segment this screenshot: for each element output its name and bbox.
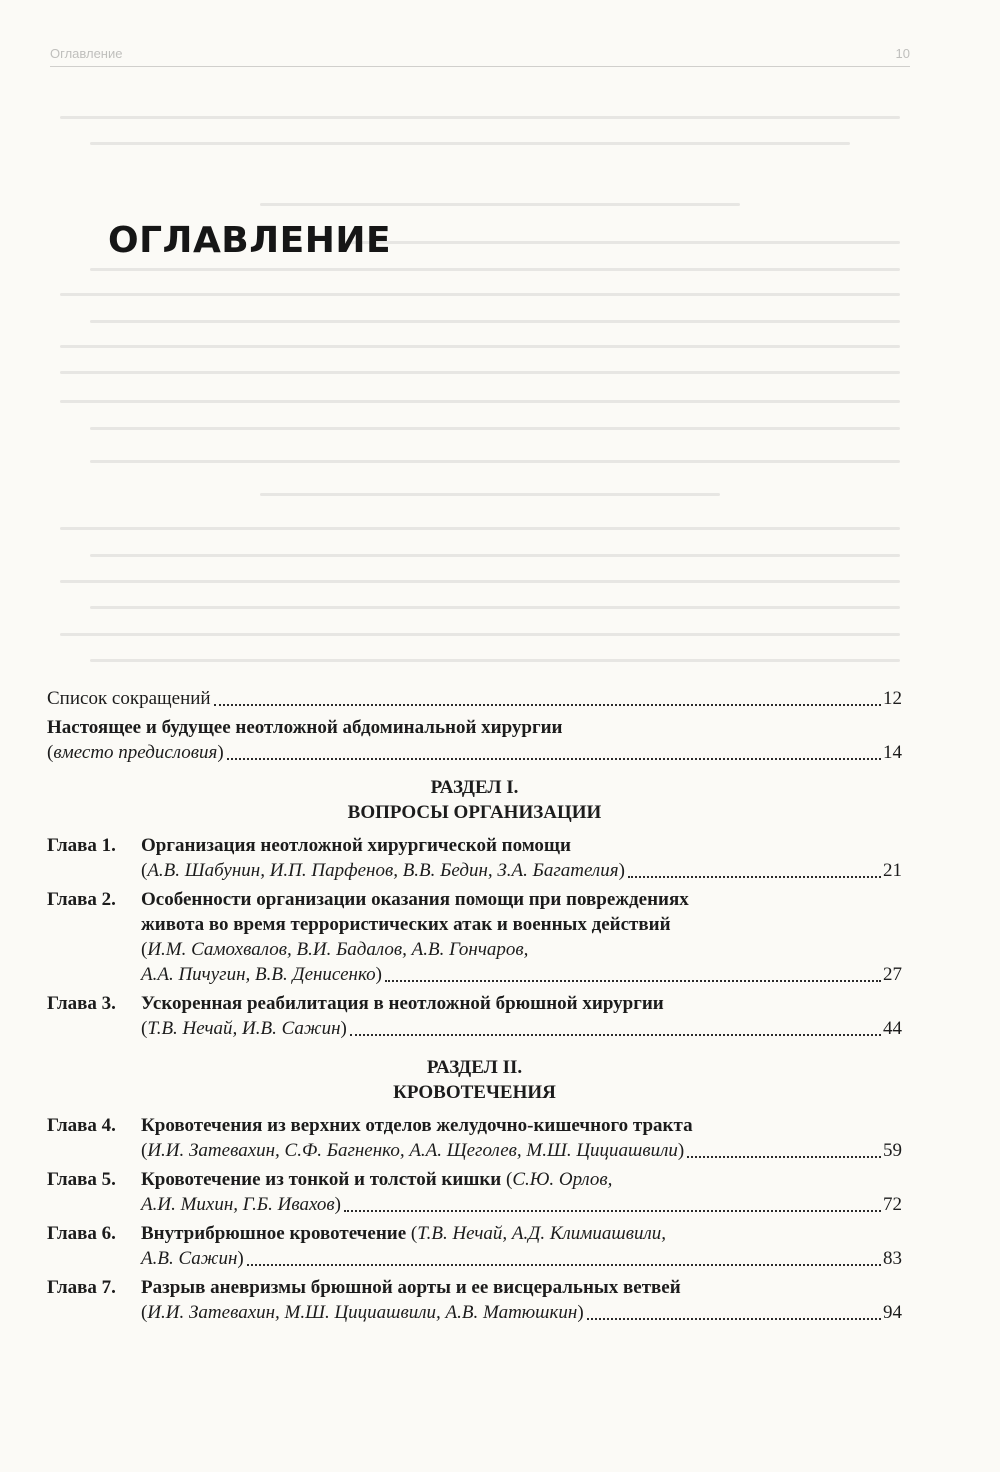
- chapter-label: Глава 2.: [47, 889, 116, 910]
- chapter-authors: А.В. Шабунин, И.П. Парфенов, В.В. Бедин, З.А. Багателия: [147, 860, 619, 881]
- toc-chapter-1[interactable]: Глава 1. Организация неотложной хирургической помощи (А.В. Шабунин, И.П. Парфенов, В.В. Бедин, З.А. Багателия) 21: [47, 835, 902, 881]
- toc-page-number: 72: [883, 1194, 902, 1215]
- page-title: ОГЛАВЛЕНИЕ: [108, 220, 392, 261]
- chapter-title: Кровотечения из верхних отделов желудочно-кишечного тракта: [141, 1115, 693, 1136]
- toc-chapter-3[interactable]: Глава 3. Ускоренная реабилитация в неотложной брюшной хирургии (Т.В. Нечай, И.В. Сажин) 44: [47, 993, 902, 1039]
- dot-leader: [587, 1318, 881, 1320]
- chapter-label: Глава 7.: [47, 1277, 116, 1298]
- chapter-authors-line-2: А.И. Михин, Г.Б. Ивахов: [141, 1194, 335, 1215]
- toc-chapter-6[interactable]: Глава 6. Внутрибрюшное кровотечение (Т.В. Нечай, А.Д. Климиашвили, А.В. Сажин) 83: [47, 1223, 902, 1269]
- section-label: РАЗДЕЛ I.: [430, 777, 519, 798]
- running-head-page: 10: [895, 46, 910, 61]
- toc-entry-abbreviations[interactable]: [47, 686, 902, 711]
- chapter-label: Глава 1.: [47, 835, 116, 856]
- chapter-authors-line-2: А.В. Сажин: [141, 1248, 238, 1269]
- chapter-title: Разрыв аневризмы брюшной аорты и ее висцеральных ветвей: [141, 1277, 681, 1298]
- running-head: [50, 46, 910, 61]
- chapter-title: Кровотечение из тонкой и толстой кишки: [141, 1169, 502, 1190]
- chapter-label: Глава 4.: [47, 1115, 116, 1136]
- dot-leader: [628, 876, 881, 878]
- section-label: РАЗДЕЛ II.: [426, 1057, 523, 1078]
- toc-entry-preface[interactable]: Настоящее и будущее неотложной абдоминальной хирургии (вместо предисловия) 14: [47, 717, 902, 763]
- toc-entry-subtitle: вместо предисловия: [53, 742, 218, 763]
- running-head-title: Оглавление: [50, 46, 123, 61]
- toc-page-number: 94: [883, 1302, 902, 1323]
- toc-page-number: 83: [883, 1248, 902, 1269]
- dot-leader: [227, 758, 881, 760]
- chapter-authors-line-2: А.А. Пичугин, В.В. Денисенко: [141, 964, 376, 985]
- toc-chapter-2[interactable]: Глава 2. Особенности организации оказания помощи при повреждениях живота во время террористических атак и военных действий (И.М. Самохвалов, В.И. Бадалов, А.В. Гончаров, А.А. Пичугин, В.В. Денисенко) 27: [47, 889, 902, 985]
- toc-page-number: 21: [883, 860, 902, 881]
- chapter-authors-line-1: Т.В. Нечай, А.Д. Климиашвили,: [417, 1223, 667, 1244]
- section-title: ВОПРОСЫ ОРГАНИЗАЦИИ: [347, 802, 602, 823]
- table-of-contents: [47, 686, 902, 1325]
- chapter-label: Глава 5.: [47, 1169, 116, 1190]
- chapter-title: Внутрибрюшное кровотечение: [141, 1223, 407, 1244]
- dot-leader: [344, 1210, 881, 1212]
- toc-chapter-7[interactable]: Глава 7. Разрыв аневризмы брюшной аорты и ее висцеральных ветвей (И.И. Затевахин, М.Ш. Цициашвили, А.В. Матюшкин) 94: [47, 1277, 902, 1323]
- toc-chapter-5[interactable]: Глава 5. Кровотечение из тонкой и толстой кишки (С.Ю. Орлов, А.И. Михин, Г.Б. Ивахов) 72: [47, 1169, 902, 1215]
- chapter-title-line-2: живота во время террористических атак и военных действий: [141, 914, 671, 935]
- dot-leader: [247, 1264, 881, 1266]
- chapter-label: Глава 6.: [47, 1223, 116, 1244]
- toc-entry-title: Список сокращений: [47, 688, 211, 709]
- toc-chapter-4[interactable]: Глава 4. Кровотечения из верхних отделов желудочно-кишечного тракта (И.И. Затевахин, С.Ф. Багненко, А.А. Щеголев, М.Ш. Цициашвили) 59: [47, 1115, 902, 1161]
- toc-page-number: 59: [883, 1140, 902, 1161]
- toc-page-number: 12: [883, 688, 902, 709]
- chapter-title: Организация неотложной хирургической помощи: [141, 835, 571, 856]
- chapter-title: Ускоренная реабилитация в неотложной брюшной хирургии: [141, 993, 664, 1014]
- dot-leader: [687, 1156, 881, 1158]
- chapter-authors: И.И. Затевахин, С.Ф. Багненко, А.А. Щеголев, М.Ш. Цициашвили: [147, 1140, 678, 1161]
- chapter-label: Глава 3.: [47, 993, 116, 1014]
- dot-leader: [214, 704, 881, 706]
- chapter-title-line-1: Особенности организации оказания помощи при повреждениях: [141, 889, 689, 910]
- dot-leader: [385, 980, 881, 982]
- chapter-authors-line-1: С.Ю. Орлов,: [512, 1169, 613, 1190]
- chapter-authors: И.И. Затевахин, М.Ш. Цициашвили, А.В. Матюшкин: [147, 1302, 578, 1323]
- toc-page-number: 14: [883, 742, 902, 763]
- chapter-authors: Т.В. Нечай, И.В. Сажин: [147, 1018, 341, 1039]
- toc-page-number: 27: [883, 964, 902, 985]
- section-title: КРОВОТЕЧЕНИЯ: [393, 1082, 556, 1103]
- toc-entry-title: Настоящее и будущее неотложной абдоминальной хирургии: [47, 717, 563, 738]
- dot-leader: [350, 1034, 881, 1036]
- toc-page-number: 44: [883, 1018, 902, 1039]
- chapter-authors-line-1: И.М. Самохвалов, В.И. Бадалов, А.В. Гончаров,: [147, 939, 529, 960]
